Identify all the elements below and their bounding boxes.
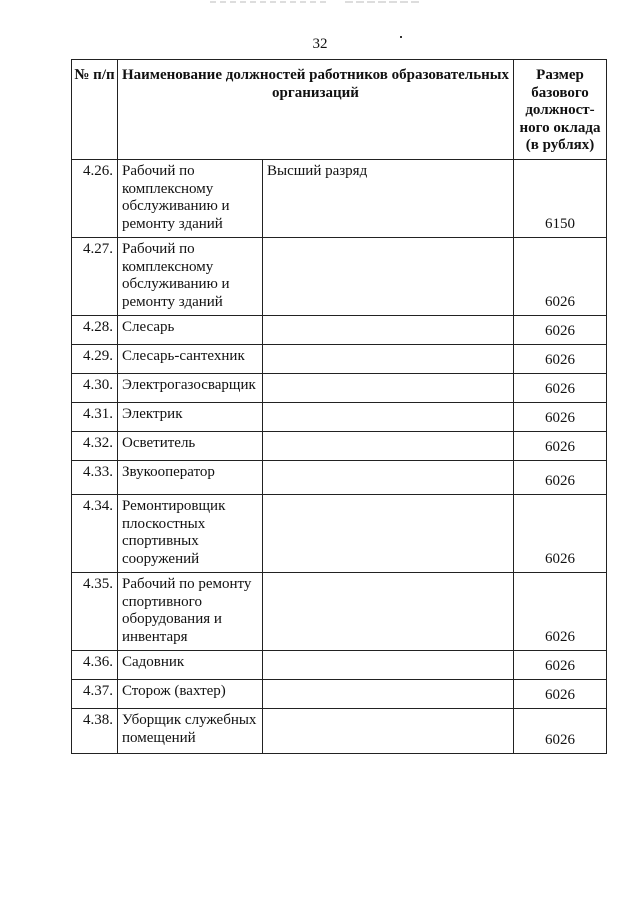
position-name: Ремонтировщик плоскостных спортивных сооружений [118,495,263,573]
position-name: Рабочий по ремонту спортивного оборудования и инвентаря [118,573,263,651]
positions-table [71,59,607,754]
row-number: 4.36. [72,651,118,680]
base-salary: 6026 [514,403,607,432]
table-row [72,651,607,680]
row-number: 4.30. [72,374,118,403]
position-grade [263,316,514,345]
position-name: Электрик [118,403,263,432]
row-number: 4.38. [72,709,118,754]
row-number: 4.31. [72,403,118,432]
position-name: Рабочий по комплексному обслуживанию и ремонту зданий [118,238,263,316]
row-number: 4.29. [72,345,118,374]
header-salary: Размер базового должност-ного оклада (в рублях) [514,60,607,160]
table-row [72,374,607,403]
position-grade [263,432,514,461]
scan-speck [400,36,402,38]
table-row [72,461,607,495]
base-salary: 6026 [514,709,607,754]
row-number: 4.33. [72,461,118,495]
table-row [72,403,607,432]
table-row [72,709,607,754]
position-name: Уборщик служебных помещений [118,709,263,754]
position-grade [263,238,514,316]
position-grade [263,461,514,495]
table-row [72,316,607,345]
base-salary: 6026 [514,651,607,680]
base-salary: 6026 [514,374,607,403]
header-number: № п/п [72,60,118,160]
base-salary: 6026 [514,432,607,461]
row-number: 4.35. [72,573,118,651]
position-grade [263,374,514,403]
position-grade [263,345,514,374]
position-grade [263,680,514,709]
position-grade [263,495,514,573]
row-number: 4.32. [72,432,118,461]
position-name: Звукооператор [118,461,263,495]
base-salary: 6026 [514,495,607,573]
table-row [72,495,607,573]
table-row [72,432,607,461]
base-salary: 6026 [514,461,607,495]
position-grade [263,573,514,651]
row-number: 4.37. [72,680,118,709]
row-number: 4.34. [72,495,118,573]
position-grade [263,709,514,754]
table-row [72,680,607,709]
page-number: 32 [312,36,328,52]
position-name: Сторож (вахтер) [118,680,263,709]
scan-top-marks [0,0,640,12]
header-position-name: Наименование должностей работников образовательных организаций [118,60,514,160]
table-row [72,160,607,238]
position-name: Слесарь [118,316,263,345]
row-number: 4.28. [72,316,118,345]
table-header-row [72,60,607,160]
position-grade: Высший разряд [263,160,514,238]
position-grade [263,651,514,680]
table-row [72,238,607,316]
table-row [72,345,607,374]
position-name: Осветитель [118,432,263,461]
position-name: Электрогазосварщик [118,374,263,403]
base-salary: 6026 [514,238,607,316]
base-salary: 6026 [514,573,607,651]
base-salary: 6150 [514,160,607,238]
position-grade [263,403,514,432]
position-name: Слесарь-сантехник [118,345,263,374]
position-name: Рабочий по комплексному обслуживанию и ремонту зданий [118,160,263,238]
row-number: 4.26. [72,160,118,238]
row-number: 4.27. [72,238,118,316]
table-row [72,573,607,651]
base-salary: 6026 [514,680,607,709]
base-salary: 6026 [514,316,607,345]
base-salary: 6026 [514,345,607,374]
position-name: Садовник [118,651,263,680]
